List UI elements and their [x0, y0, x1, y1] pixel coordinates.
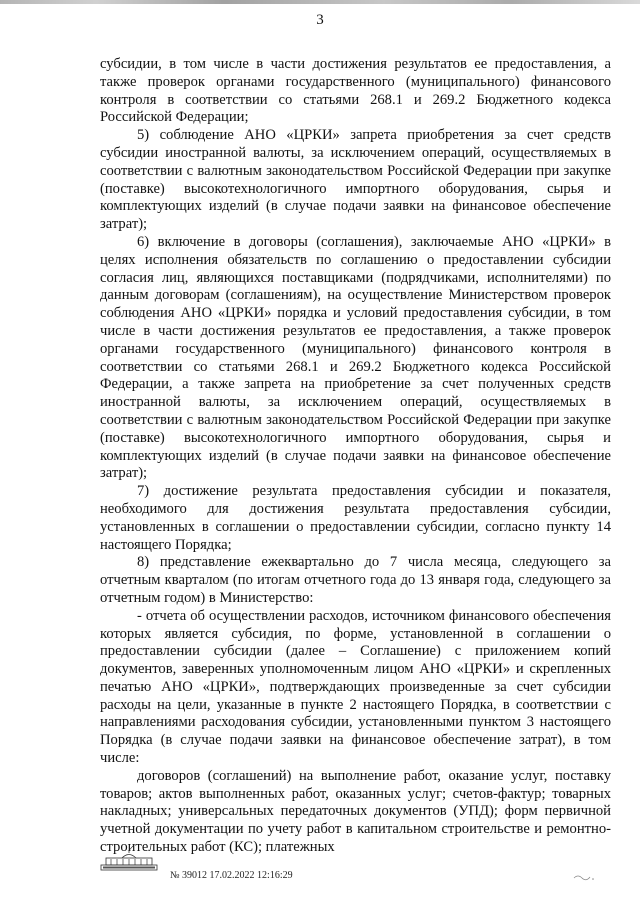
paragraph-item-5: 5) соблюдение АНО «ЦРКИ» запрета приобретения за счет средств субсидии иностранной валюты, за исключением операций, осуществляемых в соответствии с валютным законодательством Российской Федерации при закупке (поставке) высокотехнологичного импортного оборудования, сырья и комплектующих изделий (в случае подачи заявки на финансовое обеспечение затрат); — [100, 127, 611, 233]
paragraph-item-7: 7) достижение результата предоставления субсидии и показателя, необходимого для достижения результата предоставления субсидии, установленных в соглашении о предоставлении субсидии, согласно пункту 14 настоящего Порядка; — [100, 483, 611, 553]
government-building-logo — [100, 850, 158, 872]
paragraph-item-8: 8) представление ежеквартально до 7 числа месяца, следующего за отчетным кварталом (по итогам отчетного года до 13 января года, следующего за отчетным годом) в Министерство: — [100, 554, 611, 606]
scan-edge — [0, 0, 640, 4]
page-number: 3 — [316, 12, 324, 28]
paragraph-item-6: 6) включение в договоры (соглашения), заключаемые АНО «ЦРКИ» в целях исполнения обязательств по соглашению о предоставлении субсидии согласия лиц, являющихся поставщиками (подрядчиками, исполнителями) по данным договорам (соглашениям), на осуществление Министерством проверок соблюдения АНО «ЦРКИ» порядка и условий предоставления субсидии, в том числе в части достижения результатов ее предоставления, а также проверок органами государственного (муниципального) финансового контроля в соответствии со статьями 268.1 и 269.2 Бюджетного кодекса Российской Федерации, а также запрета на приобретение за счет полученных средств иностранной валюты, за исключением операций, осуществляемых в соответствии с валютным законодательством Российской Федерации при закупке (поставке) высокотехнологичного импортного оборудования, сырья и комплектующих изделий (в случае подачи заявки на финансовое обеспечение затрат); — [100, 233, 611, 482]
document-body — [100, 56, 611, 857]
scan-mark — [572, 872, 596, 882]
paragraph-continuation: субсидии, в том числе в части достижения результатов ее предоставления, а также проверок органами государственного (муниципального) финансового контроля в соответствии со статьями 268.1 и 269.2 Бюджетного кодекса Российской Федерации; — [100, 56, 611, 126]
document-footer — [100, 850, 611, 890]
paragraph-contracts: договоров (соглашений) на выполнение работ, оказание услуг, поставку товаров; актов выполненных работ, оказанных услуг; счетов-фактур; товарных накладных; универсальных передаточных документов (УПД); форм первичной учетной документации по учету работ в капитальном строительстве и ремонтно-строительных работ (КС); платежных — [100, 767, 611, 856]
paragraph-report: - отчета об осуществлении расходов, источником финансового обеспечения которых является субсидия, по форме, установленной в соглашении о предоставлении субсидии (далее – Соглашение) с приложением копий документов, заверенных уполномоченным лицом АНО «ЦРКИ» и скрепленных печатью АНО «ЦРКИ», подтверждающих произведенные за счет субсидии расходы на цели, указанные в пункте 2 настоящего Порядка, в соответствии с направлениями расходования субсидии, установленными пунктом 3 настоящего Порядка (в случае подачи заявки на финансовое обеспечение затрат), в том числе: — [100, 607, 611, 767]
document-registration-id: № 39012 17.02.2022 12:16:29 — [170, 870, 293, 881]
